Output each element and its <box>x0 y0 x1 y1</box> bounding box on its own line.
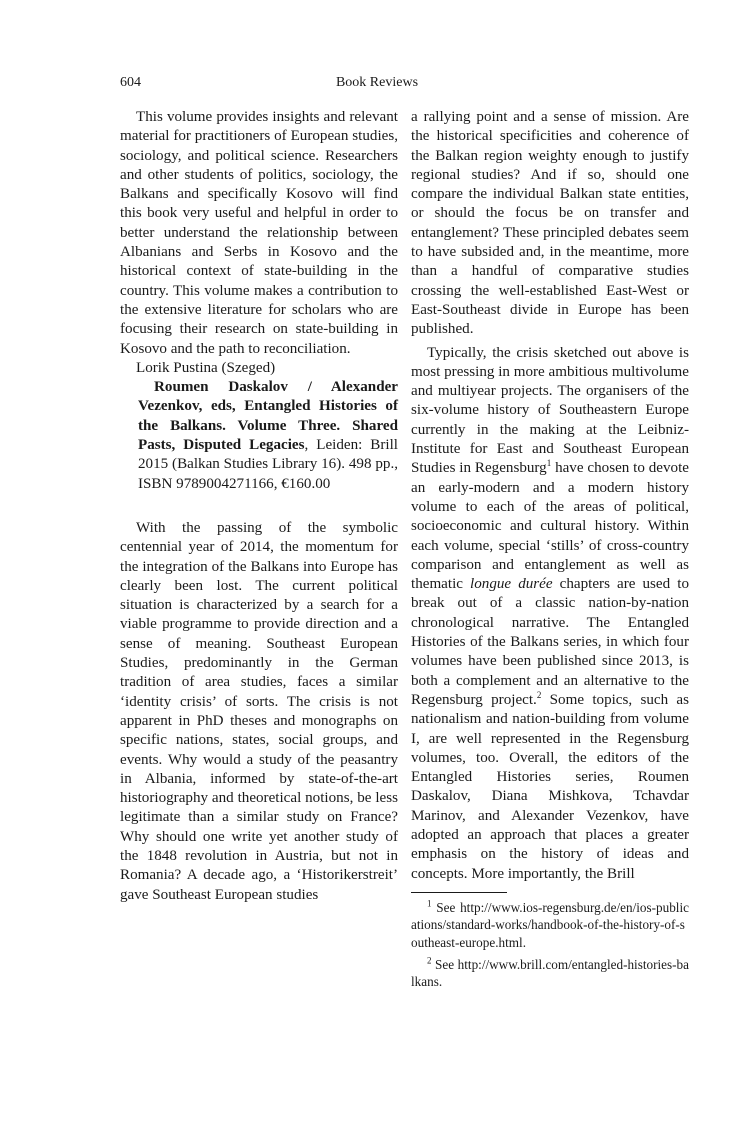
running-title: Book Reviews <box>335 75 419 90</box>
footnote-number: 1 <box>427 898 432 909</box>
paragraph <box>411 344 689 884</box>
text-run: Some topics, such as nationalism and nation-building from volume I, are well represented in the Regensburg volumes, too. Overall, the editors of the Entangled Histories series, Roumen Daskalov, Diana Mishkova, Tchavdar Marinov, and Alexander Vezenkov, have adopted an approach that places a greater emphasis on the history of ideas and concepts. More importantly, the Brill <box>411 691 690 882</box>
footnote-marker: 2 <box>536 689 542 700</box>
footnote-number: 2 <box>427 955 432 966</box>
review-heading <box>120 378 398 494</box>
text-run: Typically, the crisis sketched out above is most pressing in more ambitious multivolume and multiyear projects. The organisers of the six-volume history of Southeastern Europe currently in the making at the Leibniz-Institute for East and Southeast European Studies in Regensburg <box>411 344 689 477</box>
left-column <box>120 108 398 905</box>
footnote-text: See http://www.ios-regensburg.de/en/ios-publications/standard-works/handbook-of-the-history-of-southeast-europe.html. <box>411 899 689 951</box>
text-run: have chosen to devote an early-modern and a modern history volume to each of the areas of political, socioeconomic and cultural history. Within each volume, special ‘stills’ of cross-country comparison and entanglement as well as thematic <box>411 460 689 593</box>
footnote-rule <box>411 892 507 893</box>
reviewer-signature: Lorik Pustina (Szeged) <box>136 359 276 376</box>
paragraph: With the passing of the symbolic centennial year of 2014, the momentum for the integration of the Balkans into Europe has clearly been lost. The current political situation is characterized by a search for a viable programme to provide direction and a sense of meaning. Southeast European Studies, predominantly in the German tradition of area studies, faces a similar ‘identity crisis’ of sorts. The crisis is not apparent in PhD theses and monographs on specific nations, states, social groups, and events. Why would a study of the peasantry in Albania, informed by state-of-the-art historiography and theoretical notions, be less legitimate than a similar study on France? Why should one write yet another study of the 1848 revolution in Austria, but not in Romania? A decade ago, a ‘Historikerstreit’ gave Southeast European studies <box>120 519 398 903</box>
italic-term: longue durée <box>470 576 553 593</box>
review-heading-title: Roumen Daskalov / Alexander Vezenkov, eds, Entangled Histories of the Balkans. Volume Three. Shared Pasts, Disputed Legacies <box>138 379 398 454</box>
right-column <box>411 108 689 991</box>
footnote <box>411 899 689 952</box>
paragraph: a rallying point and a sense of mission. Are the historical specificities and coherence of the Balkan region weighty enough to justify regional studies? And if so, should one compare the individual Balkan state entities, or should the focus be on transfer and entanglement? These principled debates seem to have subsided and, in the meantime, more than a handful of comparative studies crossing the well-established East-West or East-Southeast divide in Europe has been published. <box>411 109 689 338</box>
footnote-text: See http://www.brill.com/entangled-histories-balkans. <box>411 956 689 990</box>
footnote-marker: 1 <box>546 458 552 469</box>
paragraph: This volume provides insights and relevant material for practitioners of European studies, sociology, and political science. Researchers and other students of politics, sociology, the Balkans and specifically Kosovo will find this book very useful and helpful in order to better understand the relationship between Albanians and Serbs in Kosovo and the historical context of state-building in the country. This volume makes a contribution to the extensive literature for scholars who are focusing their research on state-building in Kosovo and the path to reconciliation. <box>120 109 398 357</box>
text-run: chapters are used to break out of a classic nation-by-nation chronological narrative. The Entangled Histories of the Balkans series, in which four volumes have been published since 2013, is both a complement and an alternative to the Regensburg project. <box>411 576 689 708</box>
page-number: 604 <box>120 75 141 90</box>
footnote <box>411 956 689 991</box>
review-heading-publication: , Leiden: Brill 2015 (Balkan Studies Library 16). 498 pp., ISBN 9789004271166, €160.00 <box>138 437 398 492</box>
